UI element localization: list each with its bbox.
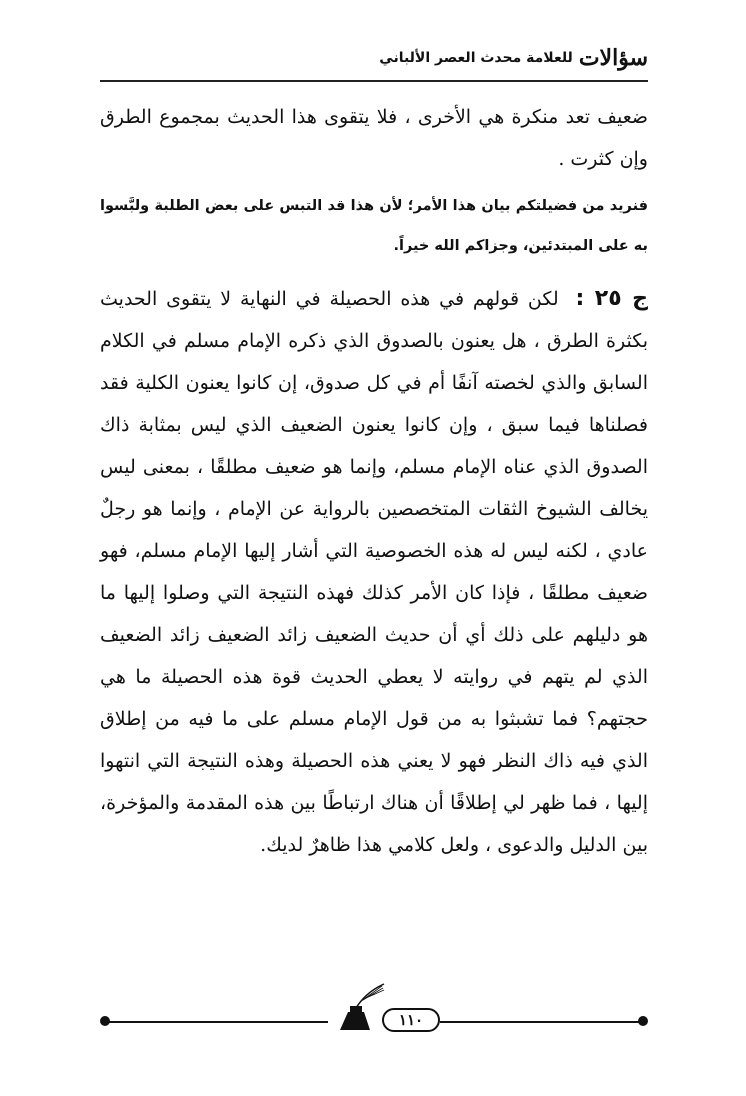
answer-text: لكن قولهم في هذه الحصيلة في النهاية لا يتقوى الحديث بكثرة الطرق ، هل يعنون بالصدوق الذي ذكره الإمام مسلم في الكلام السابق والذي لخصته آنفًا أم في كل صدوق، إن كانوا يعنون الكلية فقد فصلناها فيما سبق ، وإن كانوا يعنون الضعيف الذي ليس بمثابة ذاك الصدوق الذي عناه الإمام مسلم، وإنما هو ضعيف مطلقًا ، بمعنى ليس يخالف الشيوخ الثقات المتخصصين بالرواية عن الإمام ، وإنما هو رجلٌ عادي ، لكنه ليس له هذه الخصوصية التي أشار إليها الإمام مسلم، فهو ضعيف مطلقًا ، فإذا كان الأمر كذلك فهذه النتيجة التي وصلوا إليها ما هو دليلهم على ذلك أي أن حديث الضعيف زائد الضعيف زائد الضعيف الذي لم يتهم في روايته لا يعطي الحديث قوة هذه الحصيلة ما هي حجتهم؟ فما تشبثوا به من قول الإمام مسلم على ما فيه من إطلاق الذي فيه ذاك النظر فهو لا يعني هذه الحصيلة وهذه النتيجة التي انتهوا إليها ، فما ظهر لي إطلاقًا أن هناك ارتباطًا بين هذه المقدمة والمؤخرة، بين الدليل والدعوى ، ولعل كلامي هذا ظاهرٌ لديك. <box>100 288 648 856</box>
page-footer <box>100 1006 648 1036</box>
running-header <box>100 38 648 78</box>
question-paragraph: فنريد من فضيلتكم بيان هذا الأمر؛ لأن هذا قد التبس على بعض الطلبة ولبَّسوا به على المبتدئين، وجزاكم الله خيراً. <box>100 198 648 254</box>
footer-line-right <box>440 1021 642 1023</box>
inkwell-quill-icon <box>330 982 386 1032</box>
book-title-logo: سؤالات <box>578 45 648 71</box>
page-body <box>100 96 648 866</box>
book-subtitle: للعلامة محدث العصر الألباني <box>379 50 573 66</box>
intro-paragraph: ضعيف تعد منكرة هي الأخرى ، فلا يتقوى هذا الحديث بمجموع الطرق وإن كثرت . <box>100 106 648 170</box>
header-rule <box>100 80 648 82</box>
footer-dot-right <box>638 1016 648 1026</box>
answer-number-label: ج ٢٥ : <box>575 286 648 311</box>
answer-paragraph <box>100 278 648 866</box>
page-number: ١١٠ <box>382 1008 440 1032</box>
footer-line-left <box>106 1021 328 1023</box>
